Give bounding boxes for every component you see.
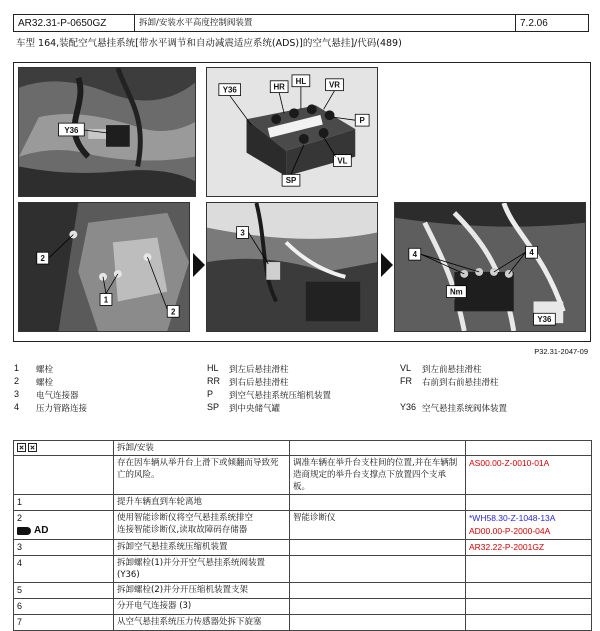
- step-note: [290, 599, 466, 615]
- step-note: [290, 583, 466, 599]
- callout-4-right: 4: [529, 248, 534, 258]
- step-text: 分开电气连接器 (3): [114, 599, 290, 615]
- legend-key: HL: [207, 362, 219, 373]
- figure-legend: [14, 362, 594, 414]
- document-title: 拆卸/安装水平高度控制阀装置: [135, 15, 516, 31]
- legend-row: [14, 375, 594, 388]
- legend-value: 到左后悬挂滑柱: [229, 364, 289, 375]
- callout-y36-photo4: Y36: [537, 315, 552, 325]
- table-row: [14, 540, 592, 556]
- legend-value: 到右后悬挂滑柱: [229, 377, 289, 388]
- step-text: 提升车辆直到车轮离地: [114, 495, 290, 511]
- photo-bolts: [18, 202, 190, 332]
- step-text: 连接智能诊断仪,读取故障码存储器: [117, 525, 248, 535]
- valve-block-drawing: [206, 67, 378, 197]
- callout-3: 3: [240, 228, 245, 238]
- legend-value: 到左前悬挂滑柱: [422, 364, 482, 375]
- callout-vr: VR: [329, 80, 340, 90]
- step-ref: [466, 615, 592, 631]
- warning-ref-link[interactable]: AS00.00-Z-0010-01A: [469, 458, 550, 468]
- legend-key: FR: [400, 375, 412, 386]
- callout-y36-drawing: Y36: [222, 85, 237, 95]
- table-row: [14, 511, 592, 540]
- step-note: [290, 540, 466, 556]
- warning-row: [14, 456, 592, 495]
- legend-key: 3: [14, 388, 20, 399]
- step-ref: [466, 556, 592, 583]
- legend-key: 1: [14, 362, 20, 373]
- legend-value: 空气悬挂系统阀体装置: [422, 403, 508, 414]
- callout-hr: HR: [273, 82, 285, 92]
- step-note: [290, 495, 466, 511]
- legend-value: 到空气悬挂系统压缩机装置: [229, 390, 332, 401]
- legend-row: [14, 401, 594, 414]
- step-number: 3: [17, 542, 23, 552]
- callout-4-left: 4: [412, 250, 417, 260]
- callout-vl: VL: [337, 156, 348, 166]
- install-icon: [28, 443, 37, 452]
- figure-panel: [13, 62, 591, 342]
- photo-pressure-lines: [394, 202, 586, 332]
- callout-sp: SP: [285, 176, 297, 186]
- legend-key: SP: [207, 401, 220, 412]
- ad-label: AD: [34, 525, 49, 536]
- step-note: [290, 556, 466, 583]
- legend-key: P: [207, 388, 214, 399]
- step-text: 拆卸螺栓(2)并分开压缩机装置支架: [114, 583, 290, 599]
- step-arrow-2: [381, 253, 393, 277]
- document-header: [13, 14, 589, 32]
- legend-key: VL: [400, 362, 412, 373]
- table-row: [14, 615, 592, 631]
- step-arrow-1: [193, 253, 205, 277]
- legend-key: RR: [207, 375, 220, 386]
- callout-y36-photo1: Y36: [64, 125, 79, 135]
- callout-p: P: [359, 116, 365, 126]
- pointing-hand-icon: [17, 527, 31, 535]
- legend-row: [14, 362, 594, 375]
- vehicle-model-line: 车型 164,装配空气悬挂系统[带水平调节和自动减震适应系统(ADS)]的空气悬挂]/代码(489): [16, 38, 402, 49]
- callout-nm: Nm: [449, 287, 463, 297]
- step-ref-link[interactable]: *WH58.30-Z-1048-13A: [469, 513, 556, 523]
- legend-key: Y36: [400, 401, 417, 412]
- step-ref: [466, 583, 592, 599]
- warning-note: 调准车辆在举升台支柱间的位置,并在车辆制造商规定的举升台支撑点下放置四个支承板。: [290, 456, 466, 495]
- document-version: 7.2.06: [520, 18, 548, 29]
- photo-connector: [206, 202, 378, 332]
- figure-code: P32.31-2047-09: [534, 347, 588, 356]
- callout-2-left: 2: [40, 254, 45, 264]
- legend-value: 电气连接器: [36, 390, 79, 401]
- removal-install-icons: [14, 441, 114, 456]
- callout-hl: HL: [295, 76, 307, 86]
- procedure-table: [13, 440, 592, 631]
- section-label: 拆卸/安装: [114, 441, 290, 456]
- step-number: 5: [17, 585, 23, 595]
- callout-1: 1: [103, 295, 109, 305]
- step-text: 使用智能诊断仪将空气悬挂系统排空: [117, 513, 254, 523]
- step-number: 4: [17, 558, 23, 568]
- table-row: [14, 495, 592, 511]
- step-text: 拆卸螺栓(1)并分开空气悬挂系统阀装置(Y36): [114, 556, 290, 583]
- step-text: 从空气悬挂系统压力传感器处拆下旋塞: [114, 615, 290, 631]
- table-row: [14, 599, 592, 615]
- photo-engine-bay: [18, 67, 196, 197]
- removal-icon: [17, 443, 26, 452]
- legend-row: [14, 388, 594, 401]
- legend-key: 4: [14, 401, 20, 412]
- legend-value: 压力管路连接: [36, 403, 88, 414]
- step-number: 2: [17, 513, 23, 523]
- step-ref-link[interactable]: AD00.00-P-2000-04A: [469, 526, 551, 536]
- warning-text: 存在因车辆从举升台上滑下或倾翻而导致死亡的风险。: [114, 456, 290, 495]
- step-number: 1: [17, 497, 23, 507]
- step-note: [290, 615, 466, 631]
- table-row: [14, 583, 592, 599]
- callout-2-right: 2: [170, 307, 176, 317]
- step-note: 智能诊断仪: [290, 511, 466, 540]
- step-number: 6: [17, 601, 23, 611]
- legend-value: 螺栓: [36, 364, 54, 375]
- table-header-row: [14, 441, 592, 456]
- step-number: 7: [17, 617, 23, 627]
- step-ref: [466, 599, 592, 615]
- legend-value: 螺栓: [36, 377, 54, 388]
- document-code: AR32.31-P-0650GZ: [14, 15, 135, 31]
- legend-value: 右前到右前悬挂滑柱: [422, 377, 499, 388]
- step-ref-link[interactable]: AR32.22-P-2001GZ: [469, 542, 545, 552]
- legend-key: 2: [14, 375, 20, 386]
- step-text: 拆卸空气悬挂系统压缩机装置: [114, 540, 290, 556]
- legend-value: 到中央储气罐: [229, 403, 281, 414]
- table-row: [14, 556, 592, 583]
